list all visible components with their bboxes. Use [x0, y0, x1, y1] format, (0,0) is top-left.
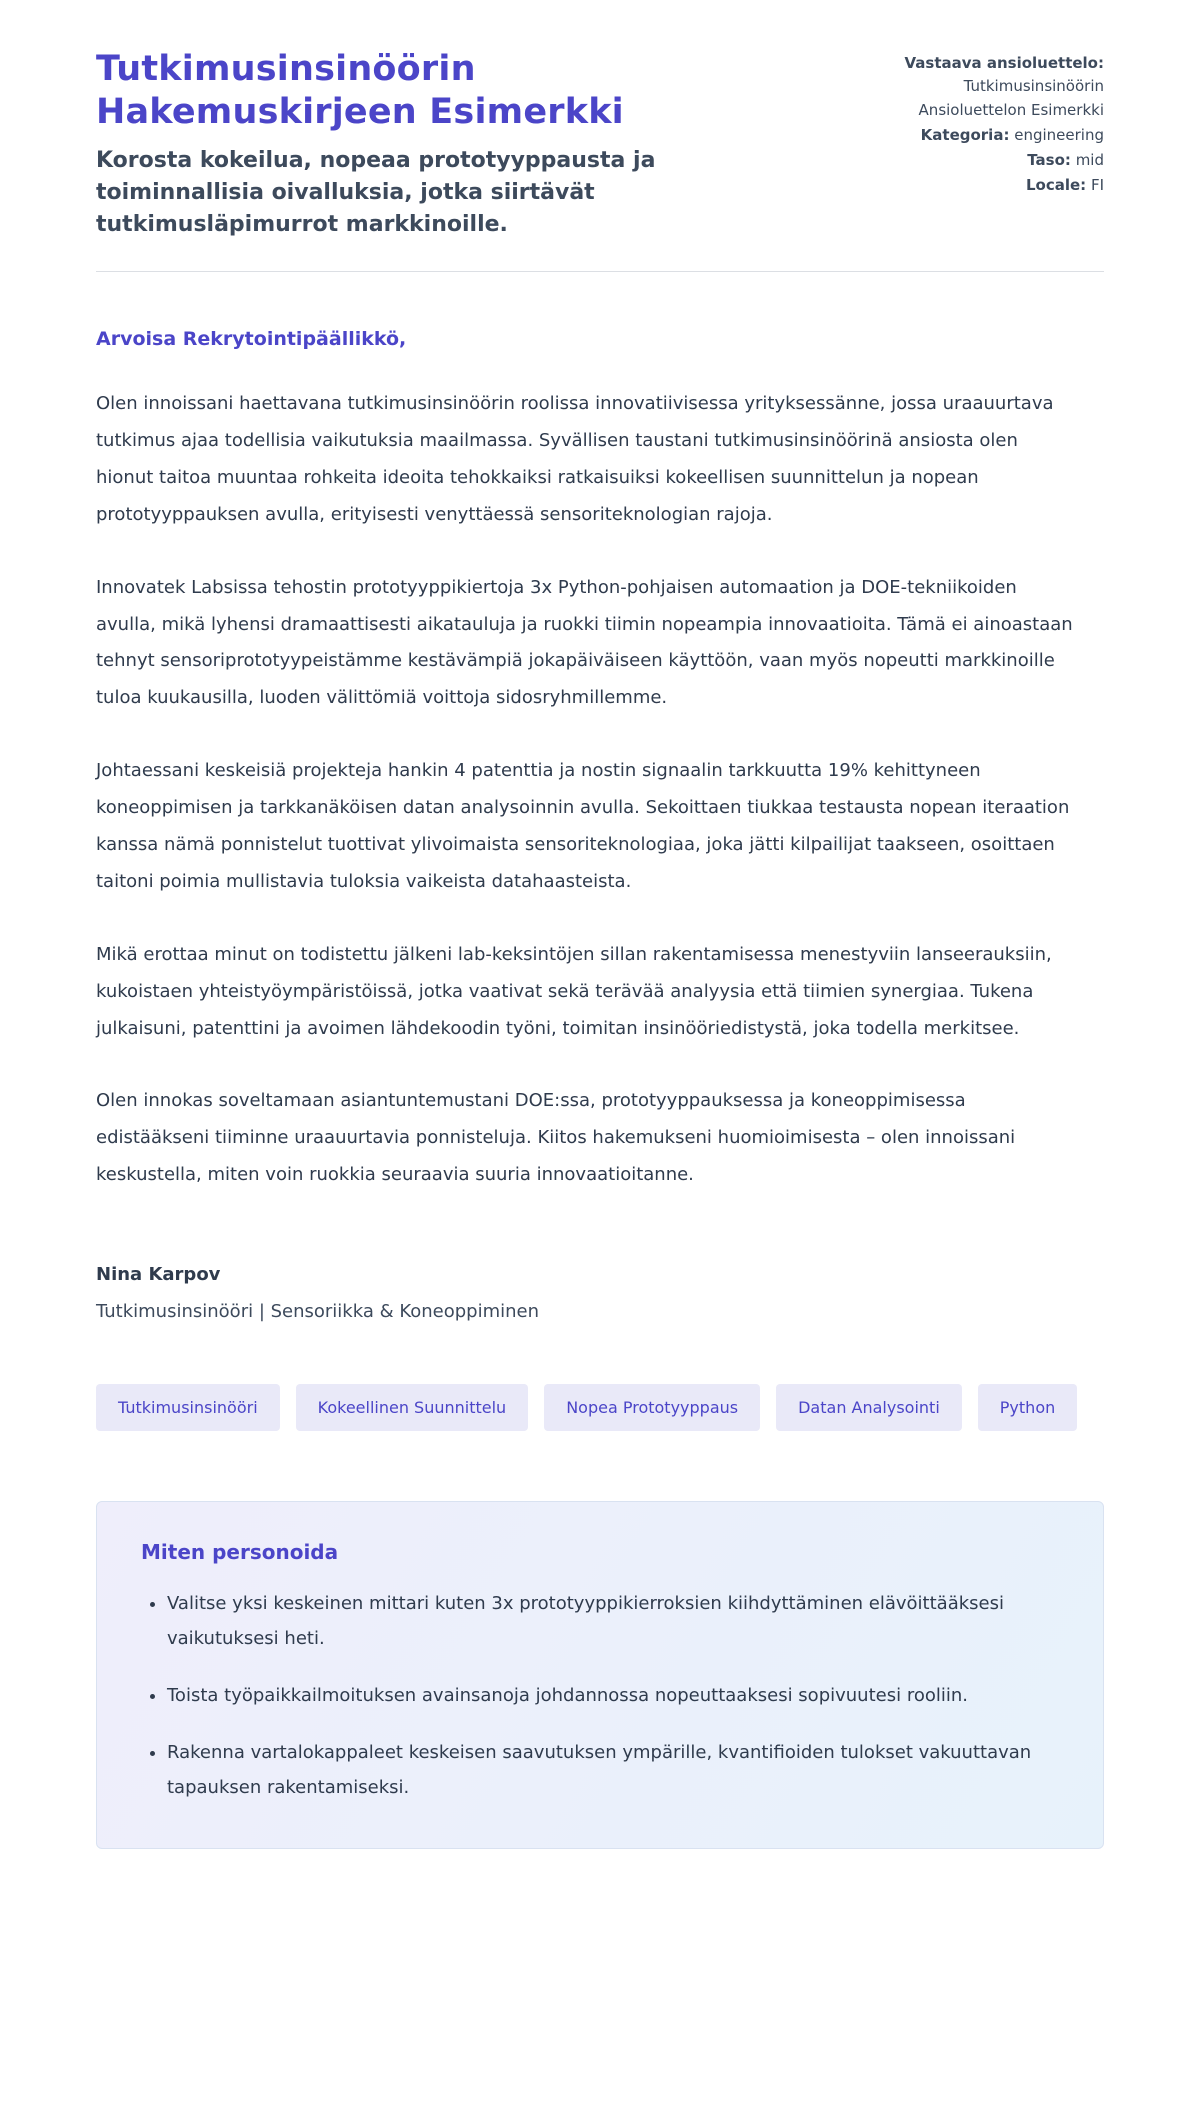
letter-greeting: Arvoisa Rekrytointipäällikkö, — [96, 328, 407, 351]
tag-python[interactable]: Python — [978, 1384, 1077, 1431]
tips-item: • Toista työpaikkailmoituksen avainsanoja johdannossa nopeuttaaksesi sopivuutesi rooliin. — [167, 1678, 1047, 1713]
signature-name: Nina Karpov — [96, 1264, 221, 1286]
tips-item: • Rakenna vartalokappaleet keskeisen saavutuksen ympärille, kvantifioiden tulokset vakuuttavan tapauksen rakentamiseksi. — [167, 1735, 1047, 1805]
tips-item: • Valitse yksi keskeinen mittari kuten 3x prototyyppikierroksien kiihdyttäminen elävöittääksesi vaikutuksesi heti. — [167, 1586, 1047, 1656]
meta-value-matching-resume-link[interactable]: Tutkimusinsinöörin Ansioluettelon Esimerkki — [918, 77, 1104, 119]
meta-label-level: Taso: — [1027, 151, 1071, 169]
letter-paragraph: Johtaessani keskeisiä projekteja hankin 4 patenttia ja nostin signaalin tarkkuutta 19% kehittyneen koneoppimisen ja tarkkanäköisen datan analysoinnin avulla. Sekoittaen tiukkaa testausta nopean iteraation kanssa nämä ponnistelut tuottivat ylivoimaista sensoriteknologiaa, joka jätti kilpailijat taakseen, osoittaen taitoni poimia mullistavia tuloksia vaikeista datahaasteista. — [96, 760, 1070, 892]
tag-research-engineer[interactable]: Tutkimusinsinööri — [96, 1384, 280, 1431]
letter-paragraph: Olen innoissani haettavana tutkimusinsinöörin roolissa innovatiivisessa yrityksessänne, jossa uraauurtava tutkimus ajaa todellisia vaikutuksia maailmassa. Syvällisen taustani tutkimusinsinöörinä ansiosta olen hionut taitoa muuntaa rohkeita ideoita tehokkaiksi ratkaisuiksi kokeellisen suunnittelun ja nopean prototyyppauksen avulla, erityisesti venyttäessä sensoriteknologian rajoja. — [96, 393, 1054, 525]
meta-value-locale: FI — [1090, 176, 1104, 195]
meta-row-locale — [864, 174, 1104, 197]
meta-value-category: engineering — [1014, 125, 1104, 144]
meta-label-matching-resume: Vastaava ansioluettelo: — [904, 54, 1104, 72]
letter-paragraph: Mikä erottaa minut on todistettu jälkeni lab-keksintöjen sillan rakentamisessa menestyviin lanseerauksiin, kukoistaen yhteistyöympäristöissä, jotka vaativat sekä terävää analyysia että tiimien synergiaa. Tukena julkaisuni, patenttini ja avoimen lähdekoodin työni, toimitan insinööriedistystä, joka todella merkitsee. — [96, 943, 1052, 1039]
letter-paragraph: Olen innokas soveltamaan asiantuntemustani DOE:ssa, prototyyppauksessa ja koneoppimisessa edistääkseni tiiminne uraauurtavia ponnisteluja. Kiitos hakemukseni huomioimisesta – olen innoissani keskustella, miten voin ruokkia seuraavia suuria innovaatioitanne. — [96, 1090, 1016, 1186]
letter-body — [96, 328, 1104, 1849]
tag-list — [96, 1384, 1104, 1431]
meta-label-category: Kategoria: — [920, 125, 1010, 144]
header-titles — [96, 48, 864, 241]
content-container — [96, 0, 1104, 1849]
header — [96, 48, 1104, 241]
tips-list — [141, 1586, 1059, 1805]
tag-experimental-design[interactable]: Kokeellinen Suunnittelu — [296, 1384, 529, 1431]
meta-label-locale: Locale: — [1025, 176, 1087, 195]
meta-row-level — [864, 149, 1104, 172]
tag-rapid-prototyping[interactable]: Nopea Prototyyppaus — [544, 1384, 760, 1431]
letter-paragraph: Innovatek Labsissa tehostin prototyyppikiertoja 3x Python-pohjaisen automaation ja DOE-tekniikoiden avulla, mikä lyhensi dramaattisesti aikatauluja ja ruokki tiimin nopeampia innovaatioita. Tämä ei ainoastaan tehnyt sensoriprototyypeistämme kestävämpiä jokapäiväiseen käyttöön, vaan myös nopeutti markkinoille tuloa kuukausilla, luoden välittömiä voittoja sidosryhmillemme. — [96, 576, 1073, 709]
page-title: Tutkimusinsinöörin Hakemuskirjeen Esimerkki — [96, 49, 624, 132]
page-subtitle: Korosta kokeilua, nopeaa prototyyppausta ja toiminnallisia oivalluksia, jotka siirtävät tutkimusläpimurrot markkinoille. — [96, 148, 656, 238]
header-divider — [96, 271, 1104, 272]
meta-panel — [864, 48, 1104, 200]
meta-value-level: mid — [1075, 151, 1104, 169]
tips-heading: Miten personoida — [141, 1540, 339, 1565]
signature-role: Tutkimusinsinööri | Sensoriikka & Koneoppiminen — [96, 1301, 540, 1323]
personalization-tips-box — [96, 1501, 1104, 1848]
tag-data-analysis[interactable]: Datan Analysointi — [776, 1384, 962, 1431]
meta-row-matching-resume — [864, 52, 1104, 122]
meta-row-category — [864, 124, 1104, 147]
